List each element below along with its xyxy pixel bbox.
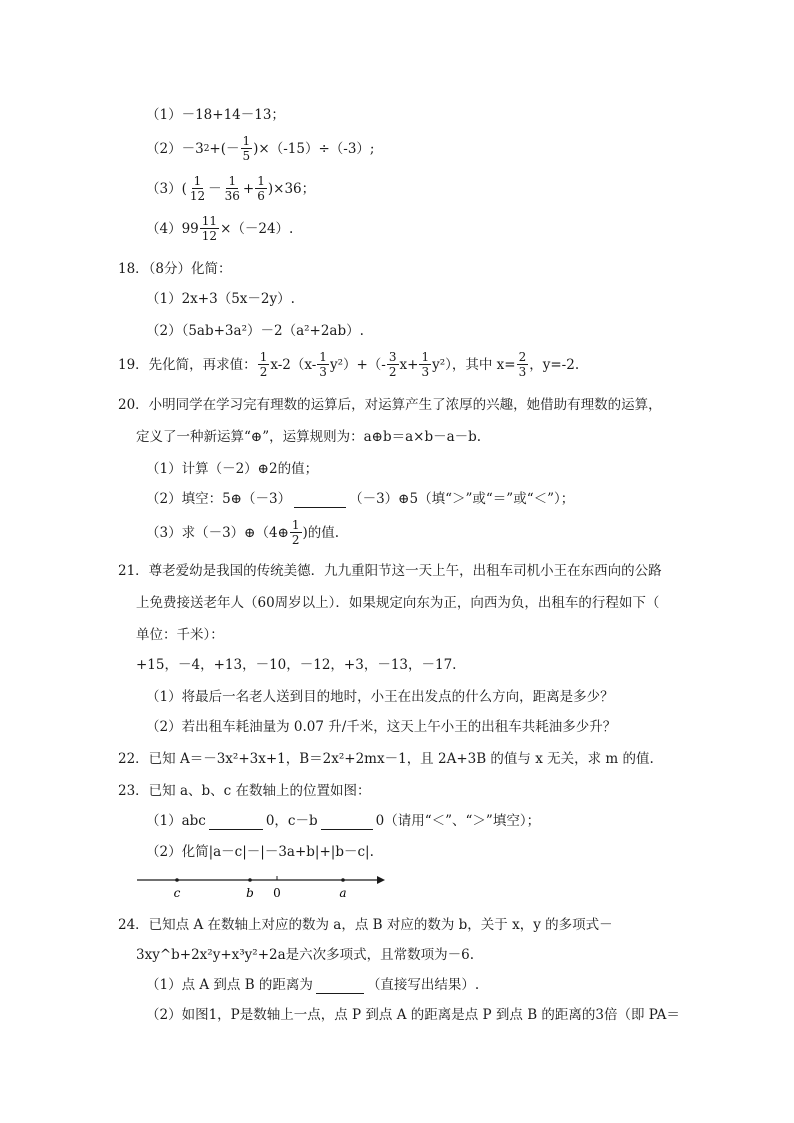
q24-line-2: 3xy^b+2x²y+x³y²+2a是六次多项式，且常数项为－6. [136,947,475,963]
number-line-figure [137,866,387,906]
q17-part-3 [146,174,315,203]
q20-p3-post: )的值. [302,524,340,541]
q24-line-1: 24．已知点 A 在数轴上对应的数为 a，点 B 对应的数为 b，关于 x，y 的多项式－ [118,917,613,933]
fraction: $\frac{1}{3}$ [421,350,430,379]
q19-term: ，y=-2. [529,356,580,373]
q17-p2-mid: +(－ [209,140,240,157]
q17-p2-exponent: 2 [203,143,210,154]
q19-term: x+ [399,356,419,373]
axis-label-c: c [173,886,181,900]
q17-p2-post: )×（-15）÷（-3）; [253,140,375,157]
axis-label-0: 0 [273,886,281,900]
q21-line-2: 上免费接送老年人（60周岁以上）．如果规定向东为正，向西为负，出租车的行程如下（ [136,595,660,611]
q21-line-3: 单位：千米）： [136,627,224,643]
q19-term: x-2（x- [270,356,317,373]
q17-p2-pre: （2）－3 [146,140,204,157]
q17-p4-pre: （4）99 [146,220,199,237]
q20-p3-pre: （3）求（－3）⊕（4⊕ [146,524,289,541]
answer-blank[interactable] [316,979,364,994]
point-c [175,878,179,882]
q20-part-3 [146,518,339,547]
q23-part-2: （2）化简|a－c|－|－3a+b|+|b－c|. [146,844,374,860]
fraction: $\frac{1}{2}$ [259,350,268,379]
q21-part-2: （2）若出租车耗油量为 0.07 升/千米，这天上午小王的出租车共耗油多少升？ [146,719,617,735]
q24-part-2: （2）如图1，P是数轴上一点，点 P 到点 A 的距离是点 P 到点 B 的距离的3倍（即 PA＝ [146,1007,680,1023]
q20-line-1: 20．小明同学在学习完有理数的运算后，对运算产生了浓厚的兴趣，她借助有理数的运算， [118,397,662,413]
q19-pre: 19．先化简，再求值： [118,356,257,373]
answer-blank[interactable] [321,815,373,830]
q20-part-2 [146,490,574,508]
q23-p1-b: 0，c－b [265,813,318,829]
axis-label-b: b [246,886,254,900]
q24-p1-pre: （1）点 A 到点 B 的距离为 [146,977,313,993]
q18-part-2: （2）（5ab+3a²）－2（a²+2ab）. [146,323,364,339]
q19-term: y²）+（- [329,356,386,373]
q17-p4-post: ×（－24）. [220,220,294,237]
q21-part-1: （1）将最后一名老人送到目的地时，小王在出发点的什么方向，距离是多少？ [146,689,614,705]
fraction: $\frac{1}{12}$ [189,174,206,203]
q21-line-1: 21．尊老爱幼是我国的传统美德．九九重阳节这一天上午，出租车司机小王在东西向的公路 [118,563,662,579]
q17-p3-post: )×36； [267,180,316,197]
q19 [118,350,579,379]
fraction: $\frac{3}{2}$ [388,350,397,379]
q19-term: y²），其中 x= [432,356,516,373]
operator: － [208,180,222,197]
fraction: $\frac{1}{2}$ [291,518,300,547]
q21-data: +15，－4，+13，－10，－12，+3，－13，－17. [136,657,457,673]
q23-p1-a: （1）abc [146,813,206,829]
q22: 22．已知 A＝－3x²+3x+1，B＝2x²+2mx－1，且 2A+3B 的值与 x 无关，求 m 的值. [118,751,654,767]
q18-title: 18．（8分）化简： [118,261,232,277]
q23-part-1 [146,812,540,830]
q17-part-2 [146,134,375,163]
q20-p2-pre: （2）填空：5⊕（－3） [146,491,292,507]
q20-line-2: 定义了一种新运算“⊕”，运算规则为：a⊕b＝a×b－a－b. [136,429,482,445]
q17-part-1: （1）－18+14－13； [146,107,285,123]
q24-part-1 [146,976,479,994]
answer-blank[interactable] [294,493,346,508]
axis-label-a: a [339,886,347,900]
q20-part-1: （1）计算（－2）⊕2的值； [146,461,319,477]
fraction: $\frac{1}{6}$ [257,174,265,203]
q24-p1-post: （直接写出结果）. [366,977,480,993]
fraction: $\frac{1}{36}$ [224,174,240,203]
arrow-head-icon [377,876,385,884]
q18-part-1: （1）2x+3（5x－2y）. [146,291,295,307]
fraction: $\frac{1}{5}$ [242,134,251,163]
q23-p1-c: 0（请用“＜”、“＞”填空）； [375,813,541,829]
q17-p3-pre: （3）( [146,180,187,197]
operator: + [242,180,255,197]
q17-part-4 [146,214,293,243]
q20-p2-post: （－3）⊕5（填“＞”或“＝”或“＜”）； [349,491,575,507]
point-a [341,878,345,882]
fraction: $\frac{11}{12}$ [201,214,218,243]
q23-title: 23．已知 a、b、c 在数轴上的位置如图： [118,783,371,799]
fraction: $\frac{2}{3}$ [518,350,527,379]
point-b [248,878,252,882]
fraction: $\frac{1}{3}$ [319,350,327,379]
answer-blank[interactable] [209,815,263,830]
